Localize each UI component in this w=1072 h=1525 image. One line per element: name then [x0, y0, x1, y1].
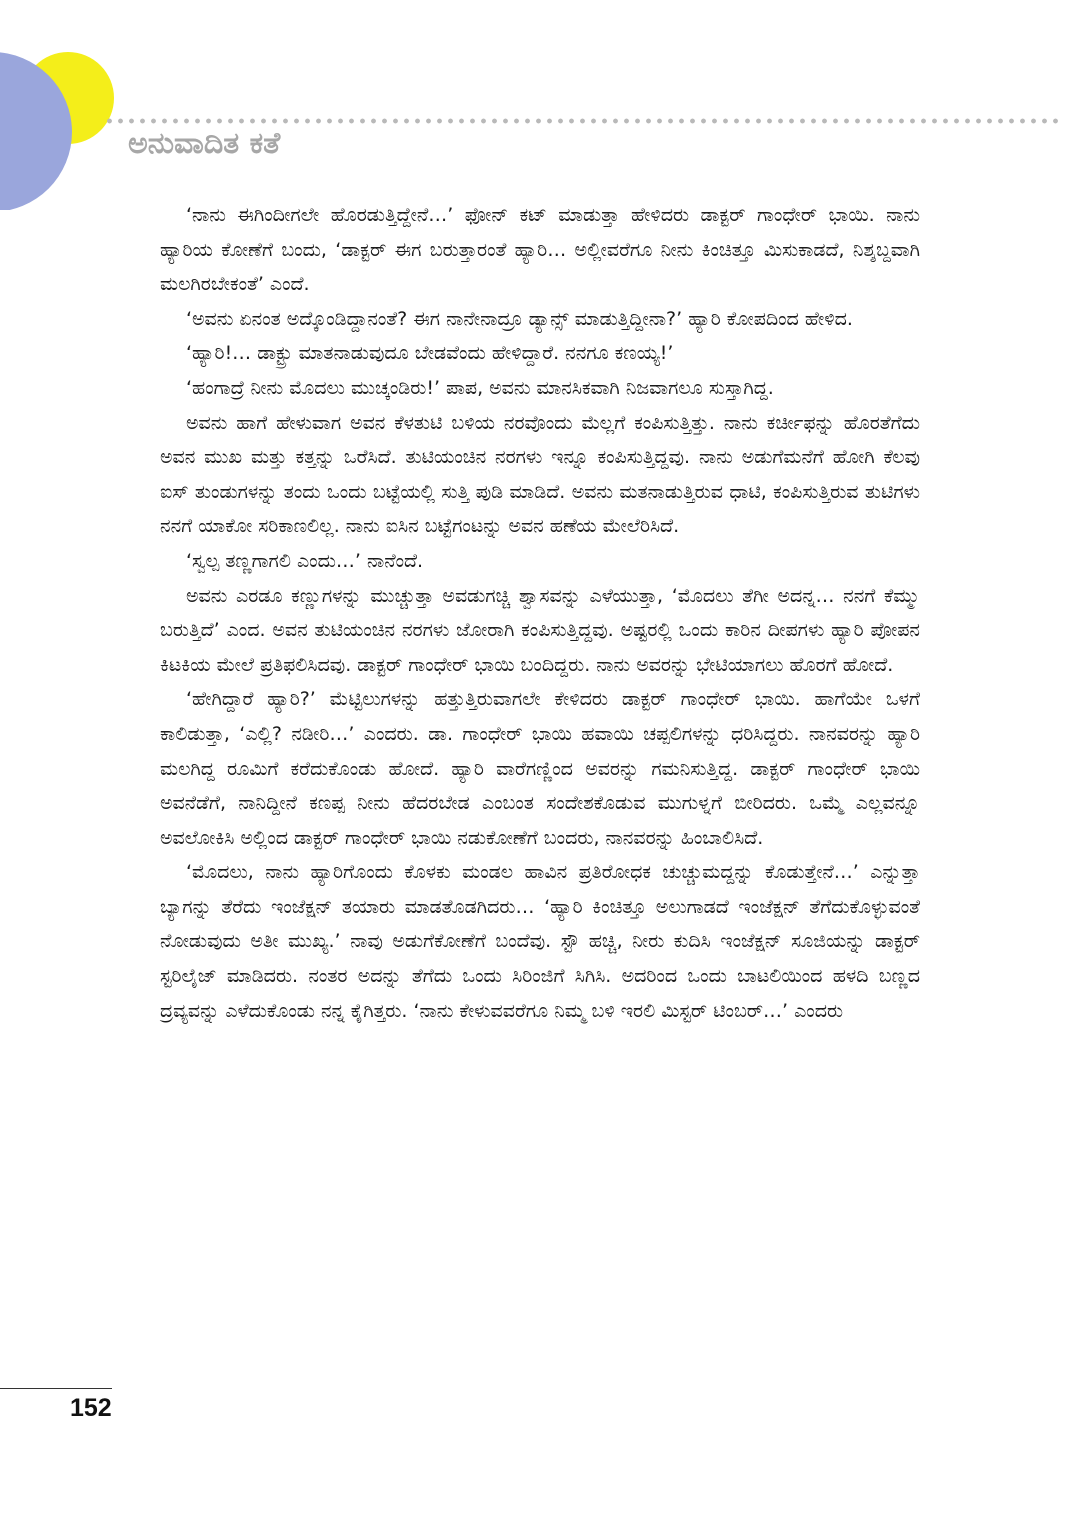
- paragraph: ‘ಅವನು ಏನಂತ ಅದ್ಕೊಂಡಿದ್ದಾನಂತೆ? ಈಗ ನಾನೇನಾದ್ರೂ ಡ್ಯಾನ್ಸ್ ಮಾಡುತ್ತಿದ್ದೀನಾ?’ ಹ್ಯಾರಿ ಕೋಪದಿಂದ ಹೇಳಿದ.: [186, 307, 853, 330]
- paragraph: ‘ಹಂಗಾದ್ರೆ ನೀನು ಮೊದಲು ಮುಚ್ಕಂಡಿರು!’ ಪಾಪ, ಅವನು ಮಾನಸಿಕವಾಗಿ ನಿಜವಾಗಲೂ ಸುಸ್ತಾಗಿದ್ದ.: [186, 376, 774, 399]
- paragraph: ಅವನು ಎರಡೂ ಕಣ್ಣುಗಳನ್ನು ಮುಚ್ಚುತ್ತಾ ಅವಡುಗಚ್ಚಿ ಶ್ವಾಸವನ್ನು ಎಳೆಯುತ್ತಾ, ‘ಮೊದಲು ತೆಗೀ ಅದನ್ನ… ನನಗೆ ಕೆಮ್ಮು ಬರುತ್ತಿದೆ’ ಎಂದ. ಅವನ ತುಟಿಯಂಚಿನ ನರಗಳು ಜೋರಾಗಿ ಕಂಪಿಸುತ್ತಿದ್ದವು. ಅಷ್ಟರಲ್ಲಿ ಒಂದು ಕಾರಿನ ದೀಪಗಳು ಹ್ಯಾರಿ ಪೋಪನ ಕಿಟಕಿಯ ಮೇಲೆ ಪ್ರತಿಫಲಿಸಿದವು. ಡಾಕ್ಟರ್ ಗಾಂಧೇರ್ ಭಾಯಿ ಬಂದಿದ್ದರು. ನಾನು ಅವರನ್ನು ಭೇಟಿಯಾಗಲು ಹೊರಗೆ ಹೋದೆ.: [160, 584, 920, 676]
- corner-decoration: [0, 0, 130, 210]
- paragraph: ‘ನಾನು ಈಗಿಂದೀಗಲೇ ಹೊರಡುತ್ತಿದ್ದೇನೆ…’ ಫೋನ್ ಕಟ್ ಮಾಡುತ್ತಾ ಹೇಳಿದರು ಡಾಕ್ಟರ್ ಗಾಂಧೇರ್ ಭಾಯಿ. ನಾನು ಹ್ಯಾರಿಯ ಕೋಣೆಗೆ ಬಂದು, ‘ಡಾಕ್ಟರ್ ಈಗ ಬರುತ್ತಾರಂತೆ ಹ್ಯಾರಿ… ಅಲ್ಲೀವರೆಗೂ ನೀನು ಕಿಂಚಿತ್ತೂ ಮಿಸುಕಾಡದೆ, ನಿಶ್ಶಬ್ದವಾಗಿ ಮಲಗಿರಬೇಕಂತೆ’ ಎಂದೆ.: [160, 204, 920, 296]
- paragraph: ‘ಸ್ವಲ್ಪ ತಣ್ಣಗಾಗಲಿ ಎಂದು…’ ನಾನೆಂದೆ.: [186, 549, 424, 572]
- paragraph: ಅವನು ಹಾಗೆ ಹೇಳುವಾಗ ಅವನ ಕೆಳತುಟಿ ಬಳಿಯ ನರವೊಂದು ಮೆಲ್ಲಗೆ ಕಂಪಿಸುತ್ತಿತ್ತು. ನಾನು ಕರ್ಚೀಫನ್ನು ಹೊರತೆಗೆದು ಅವನ ಮುಖ ಮತ್ತು ಕತ್ತನ್ನು ಒರೆಸಿದೆ. ತುಟಿಯಂಚಿನ ನರಗಳು ಇನ್ನೂ ಕಂಪಿಸುತ್ತಿದ್ದವು. ನಾನು ಅಡುಗೆಮನೆಗೆ ಹೋಗಿ ಕೆಲವು ಐಸ್ ತುಂಡುಗಳನ್ನು ತಂದು ಒಂದು ಬಟ್ಟೆಯಲ್ಲಿ ಸುತ್ತಿ ಪುಡಿ ಮಾಡಿದೆ. ಅವನು ಮತನಾಡುತ್ತಿರುವ ಧಾಟಿ, ಕಂಪಿಸುತ್ತಿರುವ ತುಟಿಗಳು ನನಗೆ ಯಾಕೋ ಸರಿಕಾಣಲಿಲ್ಲ. ನಾನು ಐಸಿನ ಬಟ್ಟೆಗಂಟನ್ನು ಅವನ ಹಣೆಯ ಮೇಲೆರಿಸಿದೆ.: [160, 411, 920, 538]
- footer-rule: [0, 1388, 112, 1389]
- paragraph: ‘ಹೇಗಿದ್ದಾರೆ ಹ್ಯಾರಿ?’ ಮೆಟ್ಟಿಲುಗಳನ್ನು ಹತ್ತುತ್ತಿರುವಾಗಲೇ ಕೇಳಿದರು ಡಾಕ್ಟರ್ ಗಾಂಧೇರ್ ಭಾಯಿ. ಹಾಗೆಯೇ ಒಳಗೆ ಕಾಲಿಡುತ್ತಾ, ‘ಎಲ್ಲಿ? ನಡೀರಿ…’ ಎಂದರು. ಡಾ. ಗಾಂಧೇರ್ ಭಾಯಿ ಹವಾಯಿ ಚಪ್ಪಲಿಗಳನ್ನು ಧರಿಸಿದ್ದರು. ನಾನವರನ್ನು ಹ್ಯಾರಿ ಮಲಗಿದ್ದ ರೂಮಿಗೆ ಕರೆದುಕೊಂಡು ಹೋದೆ. ಹ್ಯಾರಿ ವಾರೆಗಣ್ಣಿಂದ ಅವರನ್ನು ಗಮನಿಸುತ್ತಿದ್ದ. ಡಾಕ್ಟರ್ ಗಾಂಧೇರ್ ಭಾಯಿ ಅವನೆಡೆಗೆ, ನಾನಿದ್ದೀನೆ ಕಣಪ್ಪ ನೀನು ಹೆದರಬೇಡ ಎಂಬಂತ ಸಂದೇಶಕೊಡುವ ಮುಗುಳ್ನಗೆ ಬೀರಿದರು. ಒಮ್ಮೆ ಎಲ್ಲವನ್ನೂ ಅವಲೋಕಿಸಿ ಅಲ್ಲಿಂದ ಡಾಕ್ಟರ್ ಗಾಂಧೇರ್ ಭಾಯಿ ನಡುಕೋಣೆಗೆ ಬಂದರು, ನಾನವರನ್ನು ಹಿಂಬಾಲಿಸಿದೆ.: [160, 688, 920, 849]
- paragraph: ‘ಹ್ಯಾರಿ!… ಡಾಕ್ಟ್ರು ಮಾತನಾಡುವುದೂ ಬೇಡವೆಂದು ಹೇಳಿದ್ದಾರೆ. ನನಗೂ ಕಣಯ್ಯ!’: [186, 342, 674, 365]
- story-body: [160, 198, 920, 1028]
- section-title: ಅನುವಾದಿತ ಕತೆ: [128, 126, 281, 161]
- paragraph: ‘ಮೊದಲು, ನಾನು ಹ್ಯಾರಿಗೊಂದು ಕೊಳಕು ಮಂಡಲ ಹಾವಿನ ಪ್ರತಿರೋಧಕ ಚುಚ್ಚುಮದ್ದನ್ನು ಕೊಡುತ್ತೇನೆ…’ ಎನ್ನುತ್ತಾ ಬ್ಯಾಗನ್ನು ತೆರೆದು ಇಂಜೆಕ್ಷನ್ ತಯಾರು ಮಾಡತೊಡಗಿದರು… ‘ಹ್ಯಾರಿ ಕಿಂಚಿತ್ತೂ ಅಲುಗಾಡದೆ ಇಂಜೆಕ್ಷನ್ ತೆಗೆದುಕೊಳ್ಳುವಂತೆ ನೋಡುವುದು ಅತೀ ಮುಖ್ಯ.’ ನಾವು ಅಡುಗೆಕೋಣೆಗೆ ಬಂದೆವು. ಸ್ಟೌ ಹಚ್ಚಿ, ನೀರು ಕುದಿಸಿ ಇಂಜೆಕ್ಷನ್ ಸೂಜಿಯನ್ನು ಡಾಕ್ಟರ್ ಸ್ಟರಿಲೈಜ್ ಮಾಡಿದರು. ನಂತರ ಅದನ್ನು ತೆಗೆದು ಒಂದು ಸಿರಿಂಜಿಗೆ ಸಿಗಿಸಿ. ಅದರಿಂದ ಒಂದು ಬಾಟಲಿಯಿಂದ ಹಳದಿ ಬಣ್ಣದ ದ್ರವ್ಯವನ್ನು ಎಳೆದುಕೊಂಡು ನನ್ನ ಕೈಗಿತ್ತರು. ‘ನಾನು ಕೇಳುವವರೆಗೂ ನಿಮ್ಮ ಬಳಿ ಇರಲಿ ಮಿಸ್ಟರ್ ಟಿಂಬರ್…’ ಎಂದರು: [160, 861, 920, 1022]
- page-number: 152: [70, 1394, 112, 1422]
